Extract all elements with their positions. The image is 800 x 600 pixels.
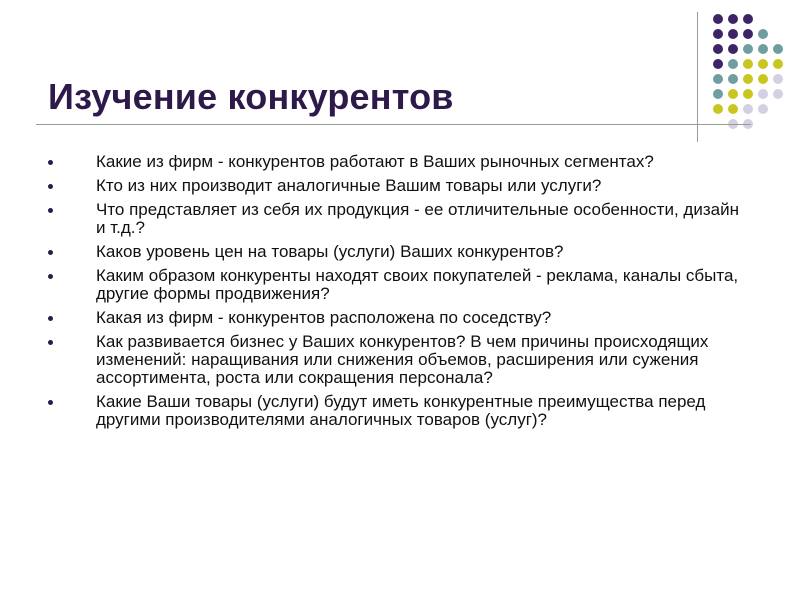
slide-title: Изучение конкурентов	[48, 76, 454, 117]
bullet-item	[48, 201, 748, 237]
decorative-dot	[743, 14, 753, 24]
bullet-item	[48, 333, 748, 387]
decorative-dot	[743, 89, 753, 99]
decorative-dot	[728, 59, 738, 69]
bullet-item	[48, 393, 748, 429]
decorative-dot	[758, 74, 768, 84]
bullet-dot-icon	[48, 274, 53, 279]
decorative-dot	[743, 59, 753, 69]
decorative-dot	[773, 74, 783, 84]
decorative-dot	[728, 44, 738, 54]
bullet-list	[48, 153, 748, 435]
decorative-dot	[713, 89, 723, 99]
decorative-dot	[743, 44, 753, 54]
decorative-dot	[713, 74, 723, 84]
decorative-dot	[758, 44, 768, 54]
decorative-dot	[713, 59, 723, 69]
decorative-dot	[713, 104, 723, 114]
decorative-dot	[728, 14, 738, 24]
decorative-dot	[758, 29, 768, 39]
decorative-dot	[728, 74, 738, 84]
decorative-dot	[743, 104, 753, 114]
decorative-dot	[713, 29, 723, 39]
bullet-dot-icon	[48, 208, 53, 213]
horizontal-divider	[36, 124, 751, 125]
decorative-dot	[773, 44, 783, 54]
decorative-dot	[743, 74, 753, 84]
bullet-text: Что представляет из себя их продукция - ее отличительные особенности, дизайн и т.д.?	[96, 200, 739, 237]
bullet-dot-icon	[48, 400, 53, 405]
bullet-dot-icon	[48, 316, 53, 321]
vertical-divider	[697, 12, 698, 142]
decorative-dot	[758, 59, 768, 69]
bullet-item	[48, 243, 748, 261]
bullet-item	[48, 309, 748, 327]
bullet-text: Каким образом конкуренты находят своих покупателей - реклама, каналы сбыта, другие формы продвижения?	[96, 266, 739, 303]
bullet-dot-icon	[48, 184, 53, 189]
bullet-dot-icon	[48, 160, 53, 165]
decorative-dot	[743, 29, 753, 39]
decorative-dot	[728, 104, 738, 114]
bullet-item	[48, 177, 748, 195]
bullet-text: Какие из фирм - конкурентов работают в Ваших рыночных сегментах?	[96, 152, 654, 171]
decorative-dot	[713, 44, 723, 54]
bullet-dot-icon	[48, 250, 53, 255]
bullet-text: Кто из них производит аналогичные Вашим товары или услуги?	[96, 176, 602, 195]
decorative-dot	[728, 29, 738, 39]
bullet-dot-icon	[48, 340, 53, 345]
decorative-dot	[728, 89, 738, 99]
decorative-dot	[773, 59, 783, 69]
decorative-dot	[758, 104, 768, 114]
bullet-item	[48, 153, 748, 171]
decorative-dot	[758, 89, 768, 99]
decorative-dot	[713, 14, 723, 24]
bullet-item	[48, 267, 748, 303]
bullet-text: Какие Ваши товары (услуги) будут иметь конкурентные преимущества перед другими производителями аналогичных товаров (услуг)?	[96, 392, 706, 429]
bullet-text: Каков уровень цен на товары (услуги) Ваших конкурентов?	[96, 242, 564, 261]
bullet-text: Какая из фирм - конкурентов расположена по соседству?	[96, 308, 552, 327]
bullet-text: Как развивается бизнес у Ваших конкурентов? В чем причины происходящих изменений: наращивания или снижения объемов, расширения или сужения ассортимента, роста или сокращения персонала?	[96, 332, 709, 387]
decorative-dot	[773, 89, 783, 99]
